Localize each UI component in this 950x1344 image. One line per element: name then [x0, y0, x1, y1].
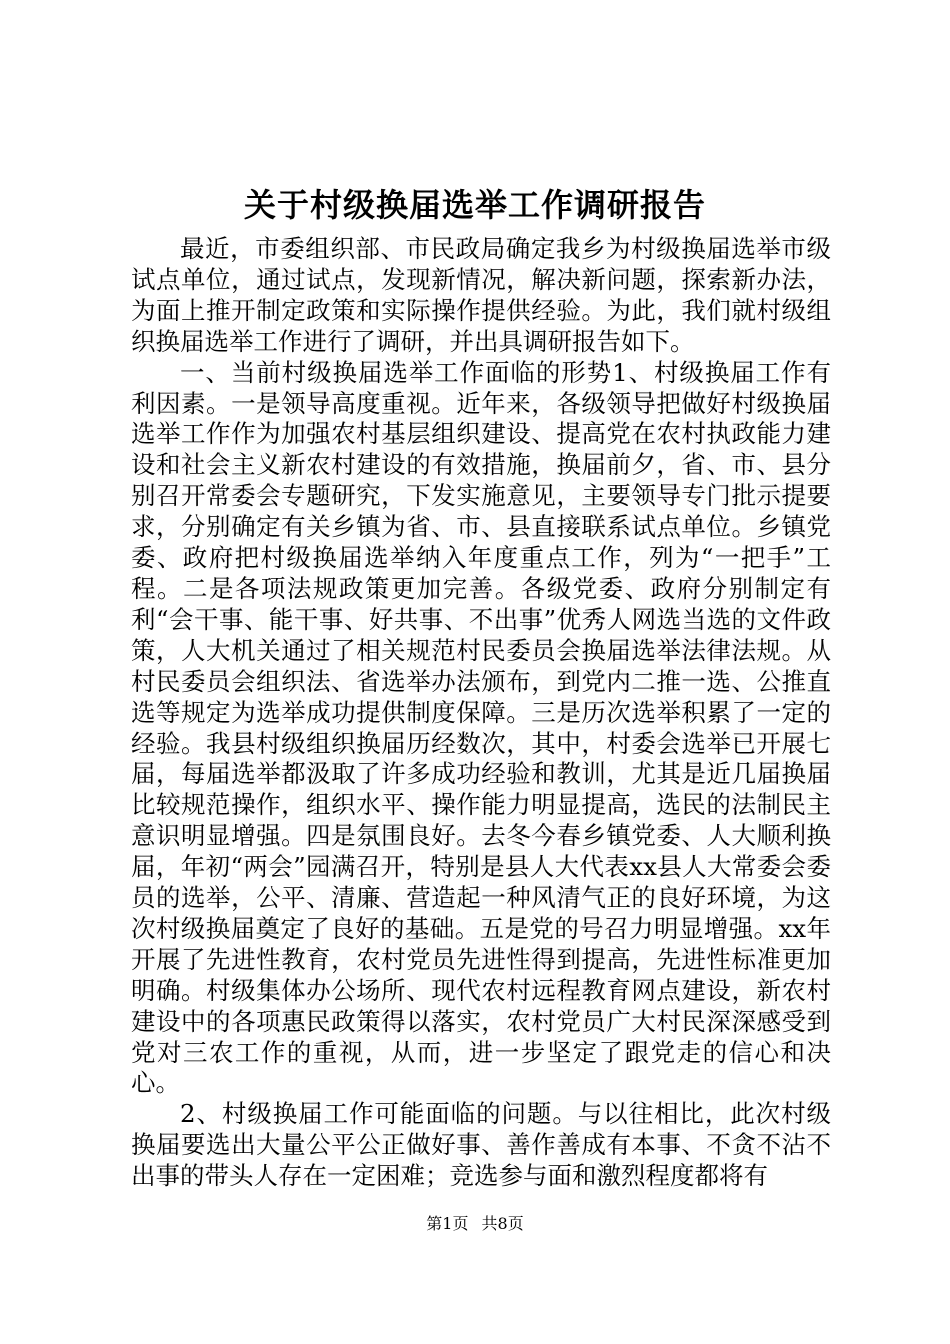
page-number-total: 共8页	[481, 1214, 524, 1233]
paragraph-situation: 一、当前村级换届选举工作面临的形势1、村级换届工作有利因素。一是领导高度重视。近年来，各级领导把做好村级换届选举工作作为加强农村基层组织建设、提高党在农村执政能力建设和社会主义新农村建设的有效措施，换届前夕，省、市、县分别召开常委会专题研究，下发实施意见，主要领导专门批示提要求，分别确定有关乡镇为省、市、县直接联系试点单位。乡镇党委、政府把村级换届选举纳入年度重点工作，列为“一把手”工程。二是各项法规政策更加完善。各级党委、政府分别制定有利“会干事、能干事、好共事、不出事”优秀人网选当选的文件政策，人大机关通过了相关规范村民委员会换届选举法律法规。从村民委员会组织法、省选举办法颁布，到党内二推一选、公推直选等规定为选举成功提供制度保障。三是历次选举积累了一定的经验。我县村级组织换届历经数次，其中，村委会选举已开展七届，每届选举都汲取了许多成功经验和教训，尤其是近几届换届比较规范操作，组织水平、操作能力明显提高，选民的法制民主意识明显增强。四是氛围良好。去冬今春乡镇党委、人大顺利换届，年初“两会”园满召开，特别是县人大代表xx县人大常委会委员的选举，公平、清廉、营造起一种风清气正的良好环境，为这次村级换届奠定了良好的基础。五是党的号召力明显增强。xx年开展了先进性教育，农村党员先进性得到提高，先进性标准更加明确。村级集体办公场所、现代农村远程教育网点建设，新农村建设中的各项惠民政策得以落实，农村党员广大村民深深感受到党对三农工作的重视，从而，进一步坚定了跟党走的信心和决心。	[131, 357, 831, 1098]
document-title: 关于村级换届选举工作调研报告	[243, 186, 706, 224]
page-footer	[0, 1213, 950, 1235]
paragraph-problems: 2、村级换届工作可能面临的问题。与以往相比，此次村级换届要选出大量公平公正做好事、善作善成有本事、不贪不沾不出事的带头人存在一定困难；竞选参与面和激烈程度都将有	[131, 1099, 831, 1191]
page-number-current: 第1页	[426, 1214, 469, 1233]
paragraph-intro: 最近，市委组织部、市民政局确定我乡为村级换届选举市级试点单位，通过试点，发现新情况，解决新问题，探索新办法，为面上推开制定政策和实际操作提供经验。为此，我们就村级组织换届选举工作进行了调研，并出具调研报告如下。	[131, 234, 831, 356]
document-body	[131, 234, 831, 1192]
